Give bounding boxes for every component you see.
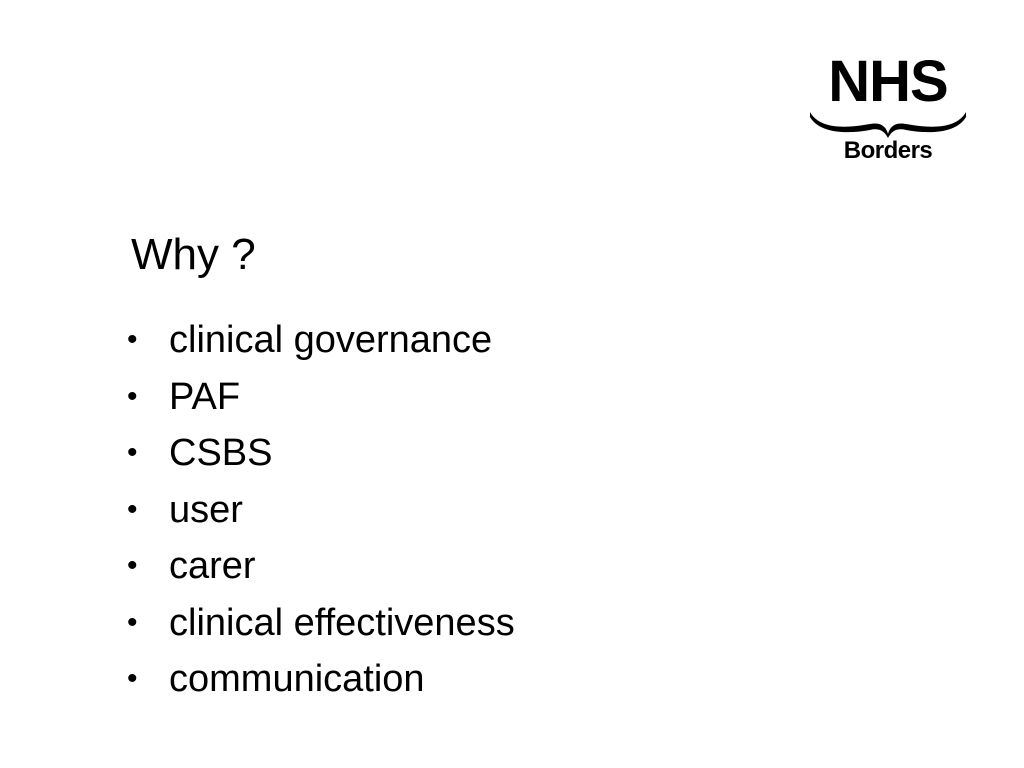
- bullet-icon: •: [127, 662, 138, 695]
- bullet-icon: •: [127, 436, 138, 469]
- bullet-text: PAF: [169, 375, 241, 418]
- list-item: [127, 425, 515, 482]
- bullet-text: communication: [169, 658, 425, 700]
- bullet-icon: •: [127, 379, 138, 413]
- bullet-icon: •: [127, 605, 138, 639]
- bullet-text: CSBS: [169, 432, 273, 474]
- bullet-text: clinical governance: [169, 319, 493, 361]
- bullet-icon: •: [127, 549, 138, 582]
- list-item: [127, 482, 515, 539]
- list-item: [127, 312, 515, 369]
- bullet-list: [127, 312, 515, 708]
- bullet-text: user: [169, 488, 243, 531]
- bullet-icon: •: [127, 323, 138, 356]
- list-item: [127, 595, 515, 652]
- bullet-icon: •: [127, 492, 138, 526]
- list-item: [127, 369, 515, 426]
- slide-title: Why ?: [131, 230, 256, 279]
- list-item: [127, 651, 515, 708]
- logo-nhs-text: NHS: [828, 49, 948, 114]
- bullet-text: carer: [169, 545, 256, 587]
- nhs-borders-logo: [806, 49, 970, 170]
- logo-swoosh-icon: [808, 108, 968, 138]
- list-item: [127, 538, 515, 595]
- bullet-text: clinical effectiveness: [169, 601, 515, 644]
- logo-borders-text: Borders: [843, 137, 933, 164]
